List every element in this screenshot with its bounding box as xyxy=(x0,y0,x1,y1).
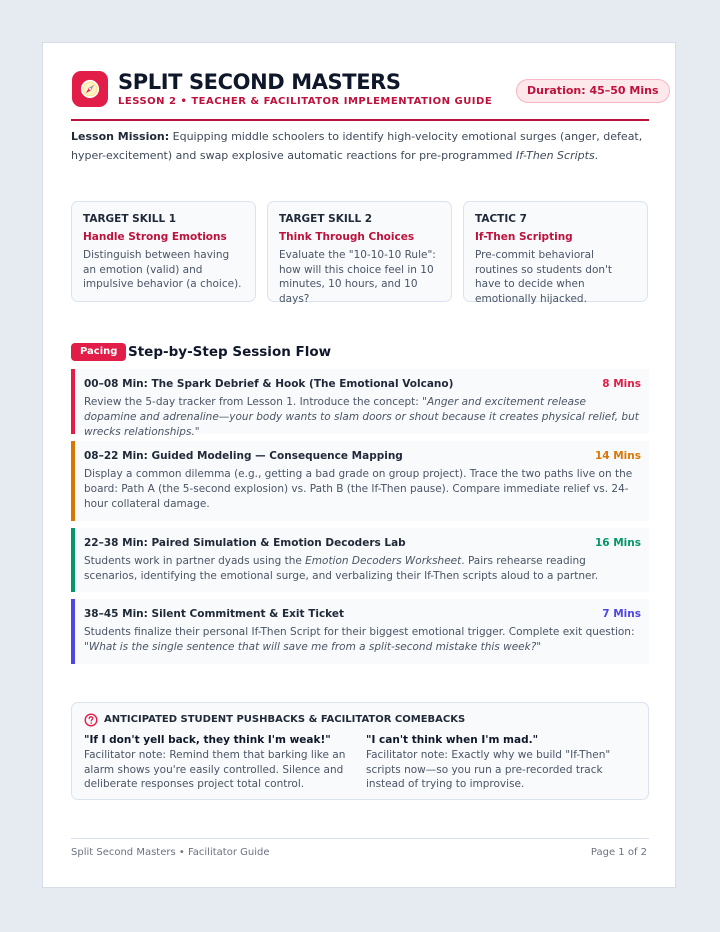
compass-icon xyxy=(79,78,101,100)
skill-kicker: TARGET SKILL 2 xyxy=(279,213,373,225)
pushback-item xyxy=(366,733,628,792)
pushbacks-panel xyxy=(71,702,649,800)
section-title: Step-by-Step Session Flow xyxy=(128,344,332,360)
step-title: 08–22 Min: Guided Modeling — Consequence Mapping xyxy=(84,450,403,462)
mission-text: Equipping middle schoolers to identify high-velocity emotional surges (anger, defeat, hyper-excitement) and swap explosive automatic reactions for pre-programmed xyxy=(71,130,643,162)
footer-divider xyxy=(71,838,649,839)
skill-name: Handle Strong Emotions xyxy=(83,231,227,243)
skill-card xyxy=(267,201,452,305)
header-divider xyxy=(71,119,649,121)
step-duration: 8 Mins xyxy=(602,378,641,390)
step-description: Students finalize their personal If-Then Script for their biggest emotional trigger. Complete exit question: "What is the single sentence that will save me from a split-second mistake this week?" xyxy=(84,626,635,653)
step-title: 38–45 Min: Silent Commitment & Exit Ticket xyxy=(84,608,345,620)
skill-kicker: TACTIC 7 xyxy=(475,213,527,225)
step-duration: 16 Mins xyxy=(594,537,641,549)
logo xyxy=(72,71,108,107)
step-description: Students work in partner dyads using the Emotion Decoders Worksheet. Pairs rehearse reading scenarios, identifying the emotional surge, and verbalizing their If-Then scripts aloud to a partner. xyxy=(84,555,599,582)
footer-title: Split Second Masters • Facilitator Guide xyxy=(71,847,270,858)
pushback-item xyxy=(84,733,346,792)
tactic-card xyxy=(463,201,648,305)
skill-kicker: TARGET SKILL 1 xyxy=(83,213,177,225)
pacing-badge: Pacing xyxy=(71,343,126,361)
step-duration: 7 Mins xyxy=(602,608,641,620)
mission-emphasis: If-Then Scripts xyxy=(516,148,595,162)
page-subtitle: LESSON 2 • TEACHER & FACILITATOR IMPLEMENTATION GUIDE xyxy=(118,96,493,107)
skill-description: Pre-commit behavioral routines so students don't have to decide when emotionally hijacked. xyxy=(475,249,613,305)
step-duration: 14 Mins xyxy=(594,450,641,462)
skill-description: Distinguish between having an emotion (valid) and impulsive behavior (a choice). xyxy=(83,249,242,290)
pushbacks-title: ANTICIPATED STUDENT PUSHBACKS & FACILITATOR COMEBACKS xyxy=(104,714,466,725)
pushback-quote: "I can't think when I'm mad." xyxy=(366,734,539,746)
page-title: SPLIT SECOND MASTERS xyxy=(118,70,401,94)
facilitator-note: Facilitator note: Remind them that barking like an alarm shows you're easily controlled. Silence and deliberate responses project total control. xyxy=(84,749,346,790)
session-step xyxy=(71,369,649,438)
mission-end: . xyxy=(594,148,599,162)
step-description: Review the 5-day tracker from Lesson 1. Introduce the concept: "Anger and excitement release dopamine and adrenaline—your body wants to slam doors or shout because it creates physical relief, but wrecks relationships." xyxy=(84,396,639,438)
skill-name: Think Through Choices xyxy=(279,231,415,243)
question-circle-icon xyxy=(84,713,98,727)
mission-label: Lesson Mission: xyxy=(71,130,170,143)
step-title: 00–08 Min: The Spark Debrief & Hook (The Emotional Volcano) xyxy=(84,378,454,390)
pushback-quote: "If I don't yell back, they think I'm weak!" xyxy=(84,734,331,746)
step-description: Display a common dilemma (e.g., getting a bad grade on group project). Trace the two paths live on the board: Path A (the 5-second explosion) vs. Path B (the If-Then pause). Compare immediate relief vs. 24-hour collateral damage. xyxy=(84,468,633,510)
page-number: Page 1 of 2 xyxy=(590,847,647,858)
session-step xyxy=(71,528,649,592)
skill-card xyxy=(71,201,256,302)
session-step xyxy=(71,441,649,521)
step-title: 22–38 Min: Paired Simulation & Emotion Decoders Lab xyxy=(84,537,406,549)
session-step xyxy=(71,599,649,664)
duration-badge: Duration: 45–50 Mins xyxy=(516,79,670,103)
skill-description: Evaluate the "10-10-10 Rule": how will this choice feel in 10 minutes, 10 hours, and 10 days? xyxy=(279,249,436,305)
facilitator-note: Facilitator note: Exactly why we build "If-Then" scripts now—so you run a pre-recorded track instead of trying to improvise. xyxy=(366,749,611,790)
lesson-mission xyxy=(71,128,649,165)
skill-name: If-Then Scripting xyxy=(475,231,573,243)
guide-page xyxy=(42,42,676,888)
